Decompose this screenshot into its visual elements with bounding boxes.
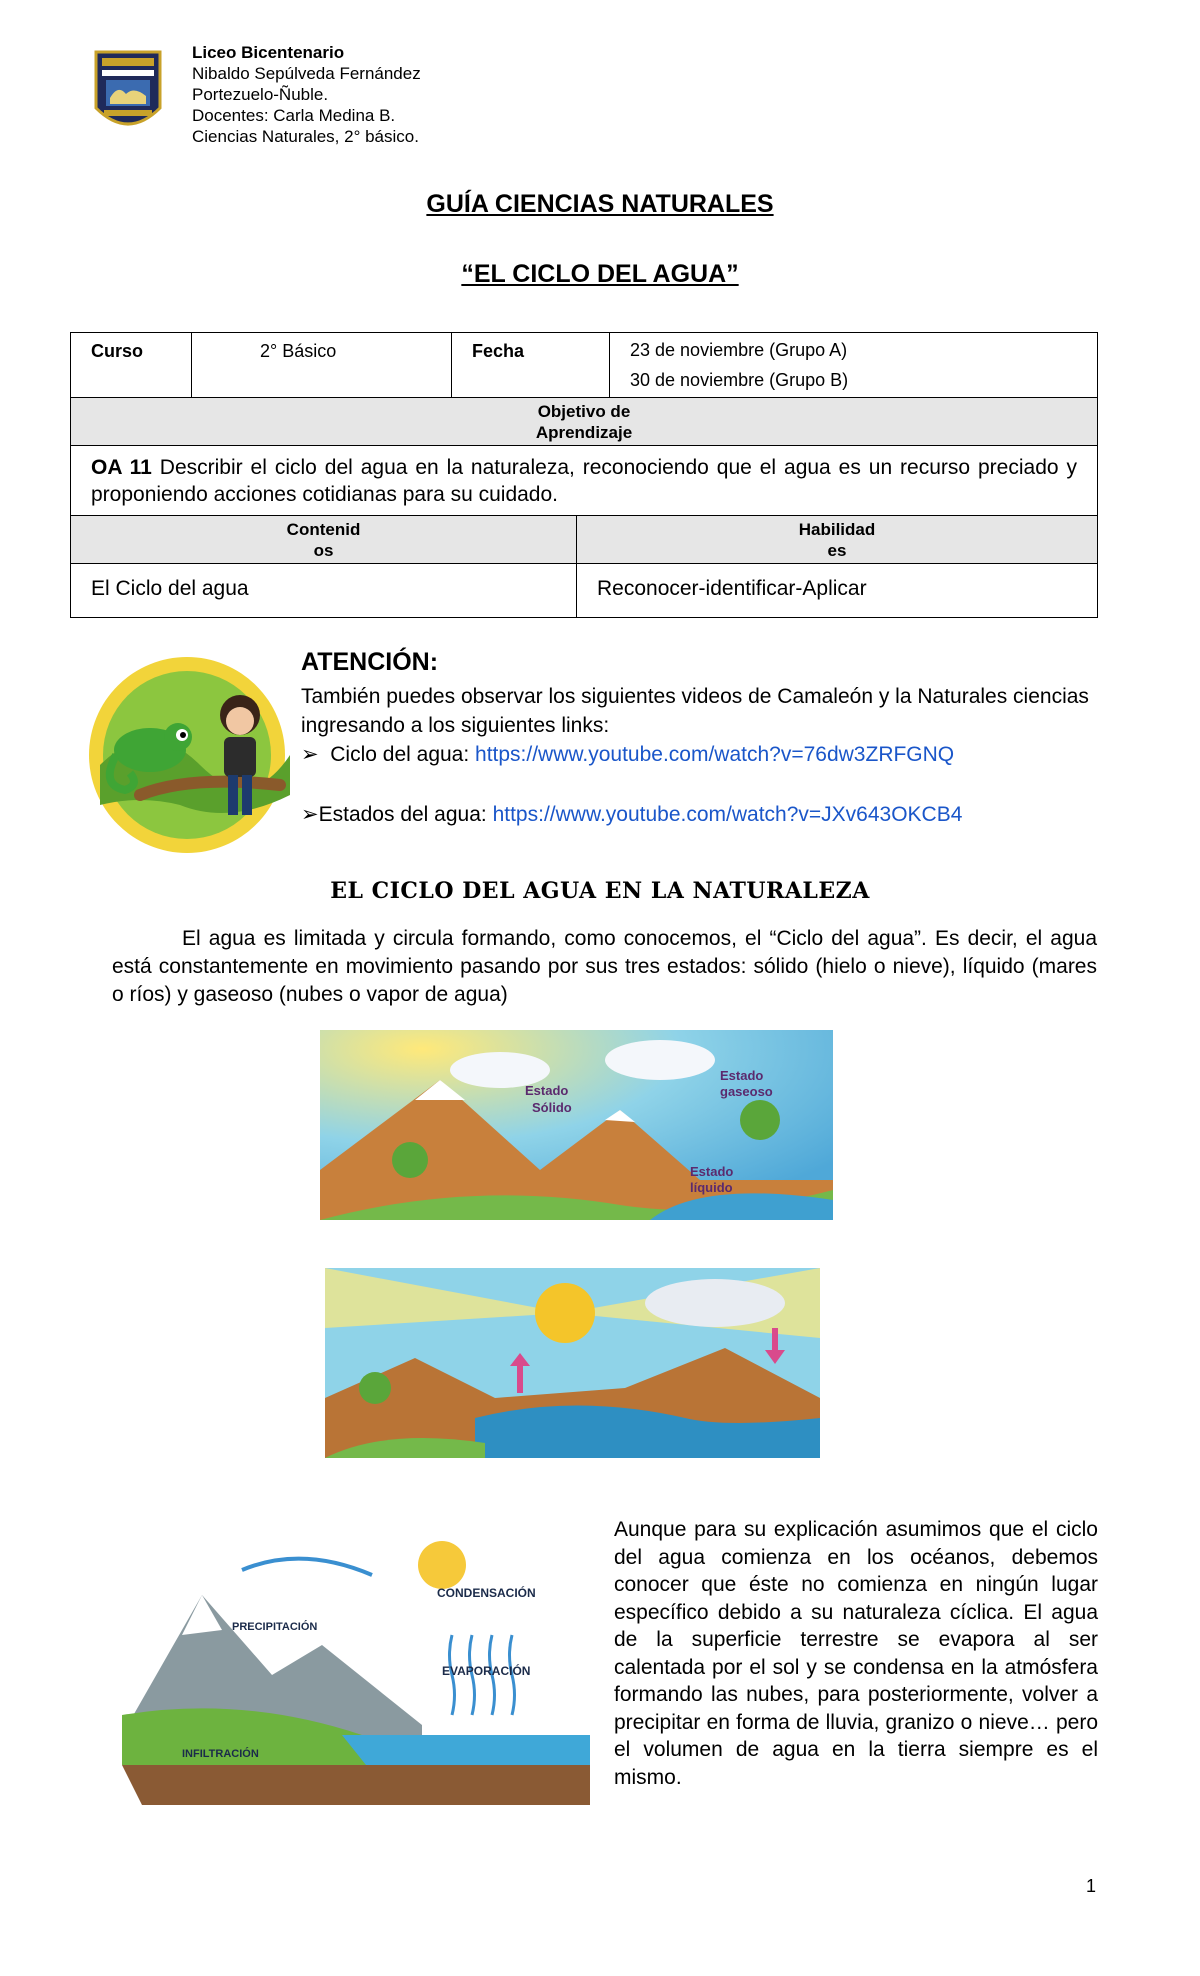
- water-cycle-diagram: [122, 1535, 590, 1805]
- guide-subtitle: “EL CICLO DEL AGUA”: [461, 260, 739, 288]
- video-link-item-cycle: [301, 742, 954, 767]
- course-label: Curso: [91, 341, 144, 361]
- chameleon-teacher-illustration: [80, 655, 294, 855]
- objective-label-line1: Objetivo de: [537, 402, 631, 421]
- label-gas-2: gaseoso: [720, 1084, 773, 1099]
- course-value: 2° Básico: [191, 333, 451, 397]
- video-label-states: Estados del agua:: [318, 803, 493, 826]
- contents-header: [71, 515, 1097, 563]
- contents-label-line2: os: [313, 541, 334, 560]
- objective-label: [71, 398, 1097, 445]
- video-link-item-states: [301, 802, 962, 827]
- label-liquid-2: líquido: [690, 1180, 733, 1195]
- label-liquid-1: Estado: [690, 1164, 734, 1179]
- school-location: Portezuelo-Ñuble.: [192, 85, 329, 104]
- date-group-a: 23 de noviembre (Grupo A): [630, 340, 848, 360]
- label-precipitation: PRECIPITACIÓN: [232, 1621, 318, 1633]
- contents-value: El Ciclo del agua: [91, 577, 249, 600]
- attention-title: ATENCIÓN:: [301, 648, 439, 676]
- oa-description: Describir el ciclo del agua en la naturaleza, reconociendo que el agua es un recurso preciado y proponiendo acciones cotidianas para su cuidado.: [91, 456, 1077, 506]
- date-group-b: 30 de noviembre (Grupo B): [630, 370, 849, 390]
- page-number: 1: [1086, 1876, 1097, 1896]
- contents-row: [71, 563, 1097, 617]
- objective-label-line2: Aprendizaje: [535, 423, 633, 442]
- objective-text: [71, 446, 1097, 515]
- school-name: Liceo Bicentenario: [192, 43, 345, 62]
- label-condensation: CONDENSACIÓN: [437, 1586, 536, 1600]
- cycle-explanation-paragraph: Aunque para su explicación asumimos que el ciclo del agua comienza en los océanos, debemos conocer que éste no comienza en ningún lugar específico debido a su naturaleza cíclica. El agua de la superficie terrestre se evapora al ser calentada por el sol y se condensa en la atmósfera formando las nubes, para posteriormente, volver a precipitar en forma de lluvia, granizo o nieve… pero el volumen de agua en la tierra siempre es el mismo.: [614, 1518, 1098, 1789]
- skills-label-line1: Habilidad: [798, 520, 876, 539]
- contents-label: [71, 516, 576, 563]
- water-cycle-sun-illustration: [325, 1268, 820, 1458]
- attention-body: También puedes observar los siguientes videos de Camaleón y la Naturales ciencias ingresando a los siguientes links:: [301, 685, 1089, 737]
- video-link-states[interactable]: https://www.youtube.com/watch?v=JXv643OKCB4: [492, 803, 963, 826]
- arrow-bullet-icon: ➢: [301, 743, 331, 766]
- school-logo: [92, 48, 164, 134]
- intro-paragraph: El agua es limitada y circula formando, como conocemos, el “Ciclo del agua”. Es decir, el agua está constantemente en movimiento pasando por sus tres estados: sólido (hielo o nieve), líquido (mares o ríos) y gaseoso (nubes o vapor de agua): [112, 927, 1097, 1006]
- video-label-cycle: Ciclo del agua:: [330, 743, 476, 766]
- school-header: [192, 42, 421, 147]
- skills-label-line2: es: [827, 541, 847, 560]
- label-solid-1: Estado: [525, 1083, 569, 1098]
- label-infiltration: INFILTRACIÓN: [182, 1748, 259, 1760]
- oa-code: OA 11: [91, 456, 152, 479]
- info-row-course: [71, 333, 1097, 397]
- label-evaporation: EVAPORACIÓN: [442, 1664, 531, 1678]
- video-link-cycle[interactable]: https://www.youtube.com/watch?v=76dw3ZRFGNQ: [475, 743, 955, 766]
- label-solid-2: Sólido: [532, 1100, 572, 1115]
- info-table: [70, 332, 1098, 618]
- skills-label: [576, 516, 1097, 563]
- guide-title: GUÍA CIENCIAS NATURALES: [426, 190, 774, 218]
- arrow-bullet-icon: ➢: [301, 803, 319, 826]
- teachers: Docentes: Carla Medina B.: [192, 106, 396, 125]
- school-patron: Nibaldo Sepúlveda Fernández: [192, 64, 421, 83]
- contents-label-line1: Contenid: [286, 520, 361, 539]
- skills-value: Reconocer-identificar-Aplicar: [576, 564, 1097, 617]
- objective-header: [71, 397, 1097, 445]
- date-value: [609, 333, 1097, 397]
- section-title: EL CICLO DEL AGUA EN LA NATURALEZA: [330, 878, 870, 904]
- date-label: Fecha: [451, 333, 609, 397]
- objective-row: [71, 445, 1097, 515]
- label-gas-1: Estado: [720, 1068, 764, 1083]
- water-states-illustration: [320, 1030, 833, 1220]
- subject: Ciencias Naturales, 2° básico.: [192, 127, 419, 146]
